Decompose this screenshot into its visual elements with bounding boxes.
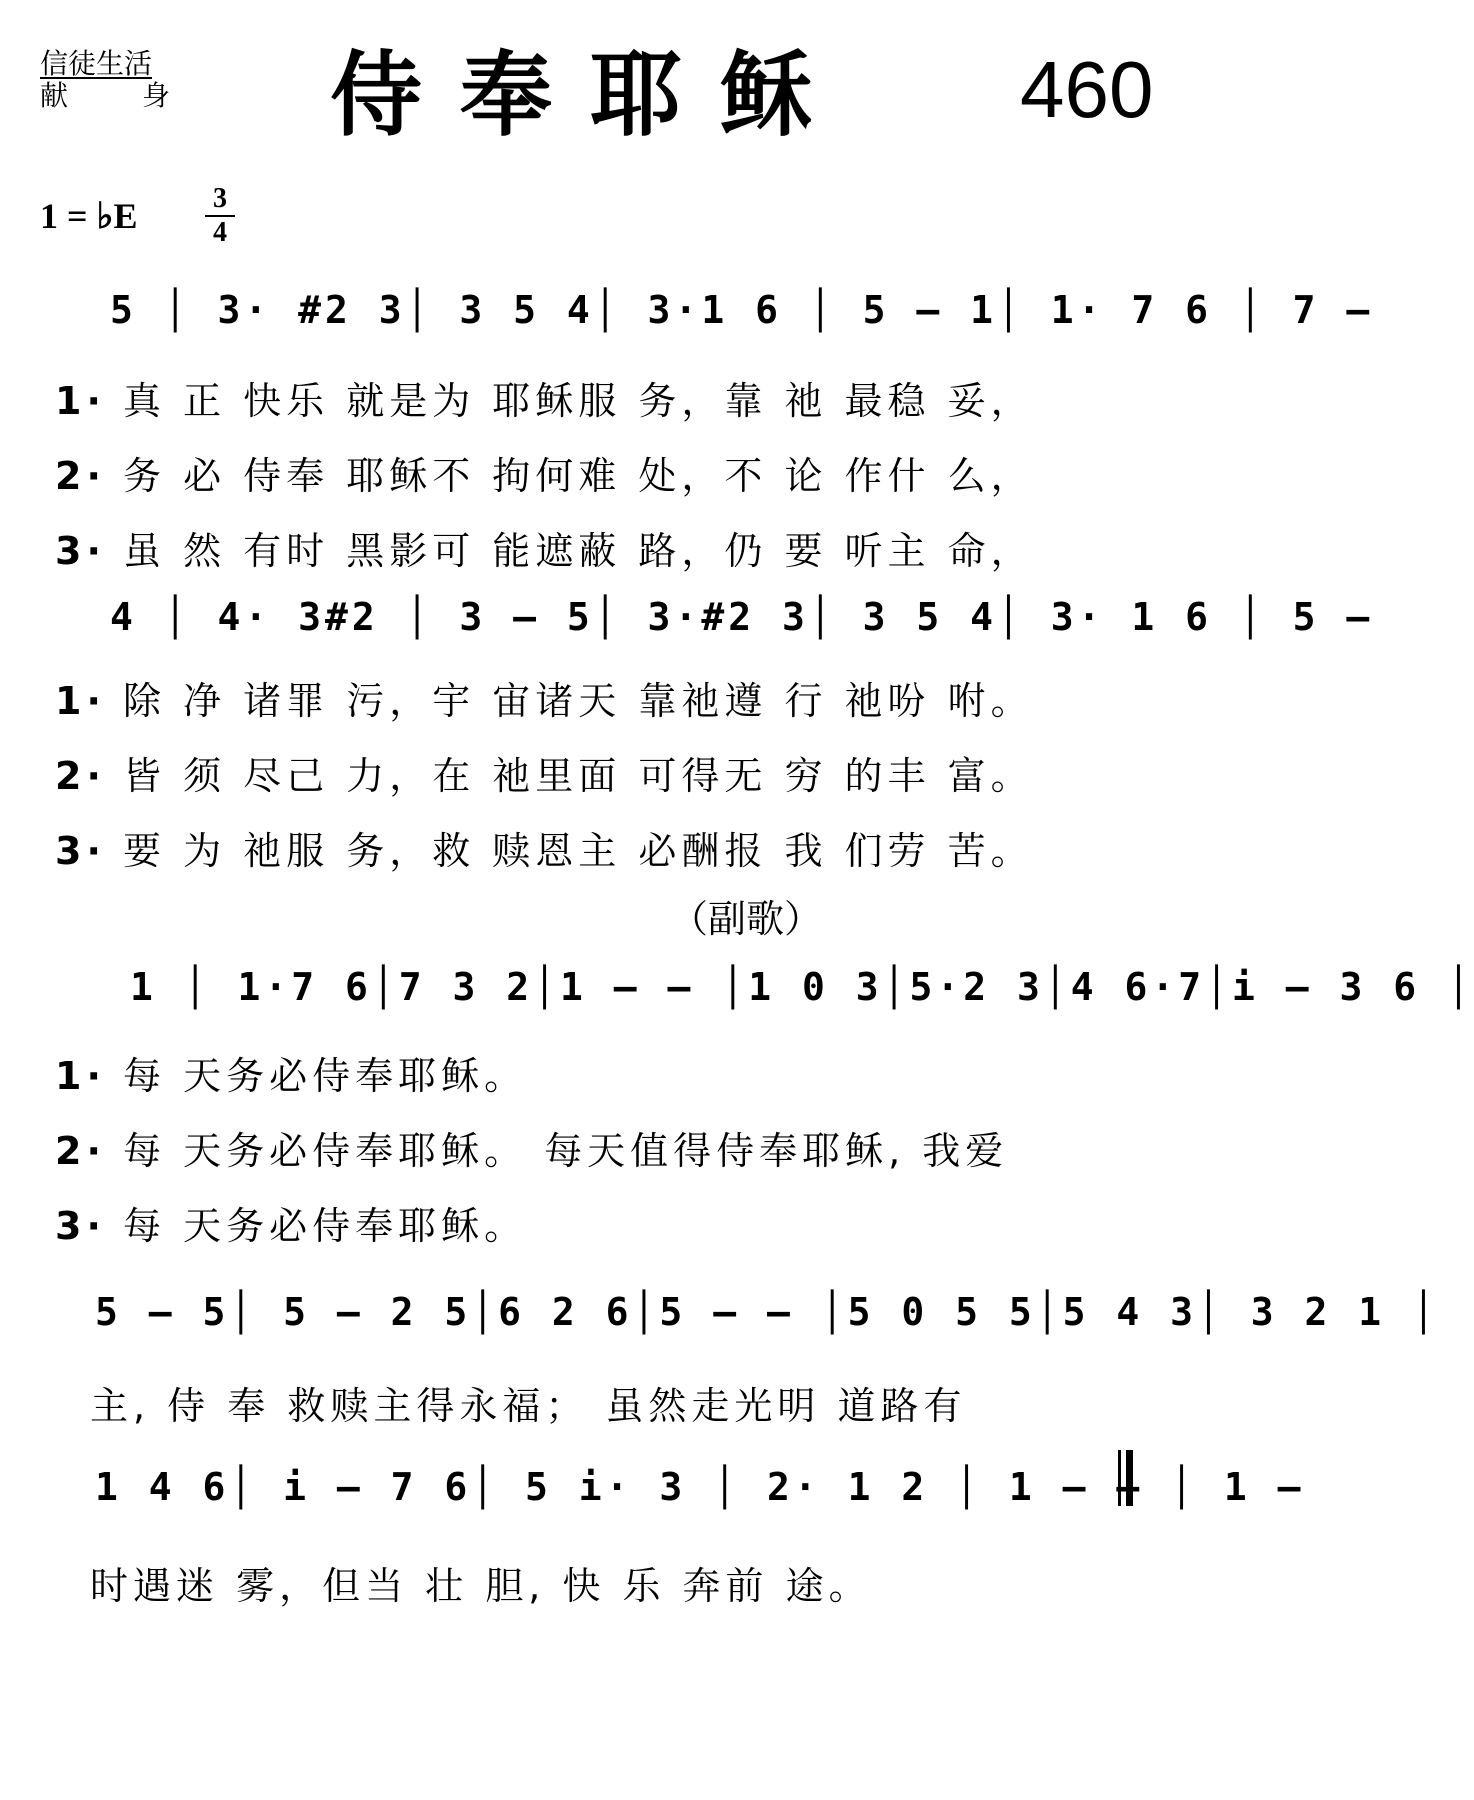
verse-number: 3· <box>55 1204 106 1248</box>
verse-number: 1· <box>55 679 106 723</box>
category-line2-a: 献 <box>40 79 69 112</box>
lyric-line <box>90 1555 872 1610</box>
category-line2-b: 身 <box>141 79 170 112</box>
lyric-line <box>55 1195 527 1250</box>
lyric-text: 真 正 快乐 就是为 耶稣服 务，靠 祂 最稳 妥， <box>122 379 1034 423</box>
verse-number: 3· <box>55 829 106 873</box>
lyric-text: 主, 侍 奉 救赎主得永福； 虽然走光明 道路有 <box>90 1384 967 1428</box>
lyric-line <box>55 445 1034 500</box>
lyric-text: 时遇迷 雾，但当 壮 胆, 快 乐 奔前 途。 <box>90 1564 872 1608</box>
lyric-text: 每 天务必侍奉耶稣。 <box>122 1204 528 1248</box>
lyric-line <box>55 670 1034 725</box>
refrain-label: （副歌） <box>670 897 823 941</box>
verse-number: 1· <box>55 379 106 423</box>
lyric-line <box>55 370 1034 425</box>
notation-line-3: 1 │ 1·7 6│7 3 2│1 – – │1 0 3│5·2 3│4 6·7│i – 3 6 │ <box>130 965 1474 1009</box>
verse-number: 2· <box>55 1129 106 1173</box>
lyric-text: 每 天务必侍奉耶稣。 每天值得侍奉耶稣, 我爱 <box>122 1129 1009 1173</box>
notation-line-1: 5 │ 3· #2 3│ 3 5 4│ 3·1 6 │ 5 – 1│ 1· 7 6 │ 7 – <box>110 288 1374 332</box>
notation-line-2: 4 │ 4· 3#2 │ 3 – 5│ 3·#2 3│ 3 5 4│ 3· 1 6 │ 5 – <box>110 595 1374 639</box>
time-top: 3 <box>213 183 227 214</box>
lyric-text: 除 净 诸罪 污，宇 宙诸天 靠祂遵 行 祂吩 咐。 <box>122 679 1034 723</box>
time-signature <box>205 185 235 247</box>
hymn-title: 侍奉耶稣 <box>330 41 851 149</box>
lyric-text: 务 必 侍奉 耶稣不 拘何难 处，不 论 作什 么， <box>122 454 1034 498</box>
lyric-line <box>55 1120 1008 1175</box>
lyric-line <box>55 520 1034 575</box>
lyric-line <box>90 1375 966 1430</box>
verse-number: 2· <box>55 454 106 498</box>
lyric-text: 虽 然 有时 黑影可 能遮蔽 路，仍 要 听主 命， <box>122 529 1034 573</box>
verse-number: 2· <box>55 754 106 798</box>
lyric-text: 皆 须 尽己 力，在 祂里面 可得无 穷 的丰 富。 <box>122 754 1034 798</box>
final-barline-thick <box>1126 1450 1133 1506</box>
hymn-number: 460 <box>1020 45 1154 134</box>
lyric-line <box>55 1045 527 1100</box>
lyric-line <box>55 745 1034 800</box>
notation-line-5: 1 4 6│ i – 7 6│ 5 i· 3 │ 2· 1 2 │ 1 – – │ 1 – <box>95 1465 1305 1509</box>
lyric-line <box>55 820 1034 875</box>
category-line1: 信徒生活 <box>40 47 153 80</box>
final-barline-thin <box>1118 1450 1121 1506</box>
verse-number: 1· <box>55 1054 106 1098</box>
time-bottom: 4 <box>213 217 227 248</box>
lyric-text: 每 天务必侍奉耶稣。 <box>122 1054 528 1098</box>
category-label <box>40 48 180 112</box>
verse-number: 3· <box>55 529 106 573</box>
key-signature: 1 = ♭E <box>40 196 138 236</box>
category-line2 <box>40 80 170 112</box>
notation-line-4: 5 – 5│ 5 – 2 5│6 2 6│5 – – │5 0 5 5│5 4 3│ 3 2 1 │ <box>95 1290 1439 1334</box>
lyric-text: 要 为 祂服 务，救 赎恩主 必酬报 我 们劳 苦。 <box>122 829 1034 873</box>
